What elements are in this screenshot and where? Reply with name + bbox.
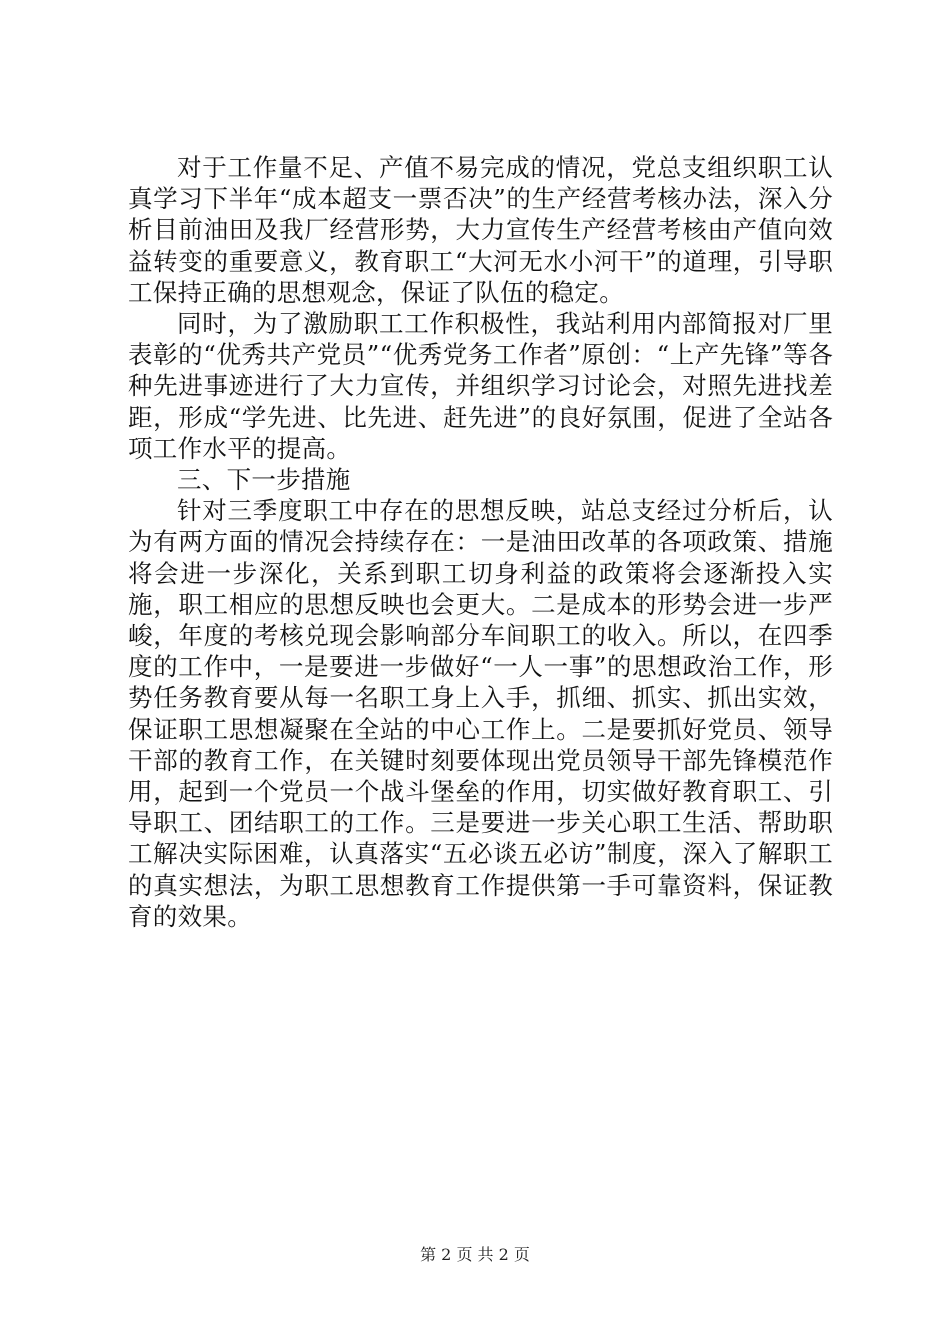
paragraph-incentive: 同时，为了激励职工工作积极性，我站利用内部简报对厂里表彰的“优秀共产党员”“优秀党务工作者”原创：“上产先锋”等各种先进事迹进行了大力宣传，并组织学习讨论会，对照先进找差距，形成“学先进、比先进、赶先进”的良好氛围，促进了全站各项工作水平的提高。 [128,309,833,463]
page-number-footer: 第 2 页 共 2 页 [420,1245,530,1264]
document-body [128,152,833,932]
paragraph-measures: 针对三季度职工中存在的思想反映，站总支经过分析后，认为有两方面的情况会持续存在：一是油田改革的各项政策、措施将会进一步深化，关系到职工切身利益的政策将会逐渐投入实施，职工相应的思想反映也会更大。二是成本的形势会进一步严峻，年度的考核兑现会影响部分车间职工的收入。所以，在四季度的工作中，一是要进一步做好“一人一事”的思想政治工作，形势任务教育要从每一名职工身上入手，抓细、抓实、抓出实效，保证职工思想凝聚在全站的中心工作上。二是要抓好党员、领导干部的教育工作，在关键时刻要体现出党员领导干部先锋模范作用，起到一个党员一个战斗堡垒的作用，切实做好教育职工、引导职工、团结职工的工作。三是要进一步关心职工生活、帮助职工解决实际困难，认真落实“五必谈五必访”制度，深入了解职工的真实想法，为职工思想教育工作提供第一手可靠资料，保证教育的效果。 [128,496,833,931]
paragraph-workload: 对于工作量不足、产值不易完成的情况，党总支组织职工认真学习下半年“成本超支一票否决”的生产经营考核办法，深入分析目前油田及我厂经营形势，大力宣传生产经营考核由产值向效益转变的重要意义，教育职工“大河无水小河干”的道理，引导职工保持正确的思想观念，保证了队伍的稳定。 [128,153,833,307]
section-heading-next-steps: 三、下一步措施 [177,465,351,495]
